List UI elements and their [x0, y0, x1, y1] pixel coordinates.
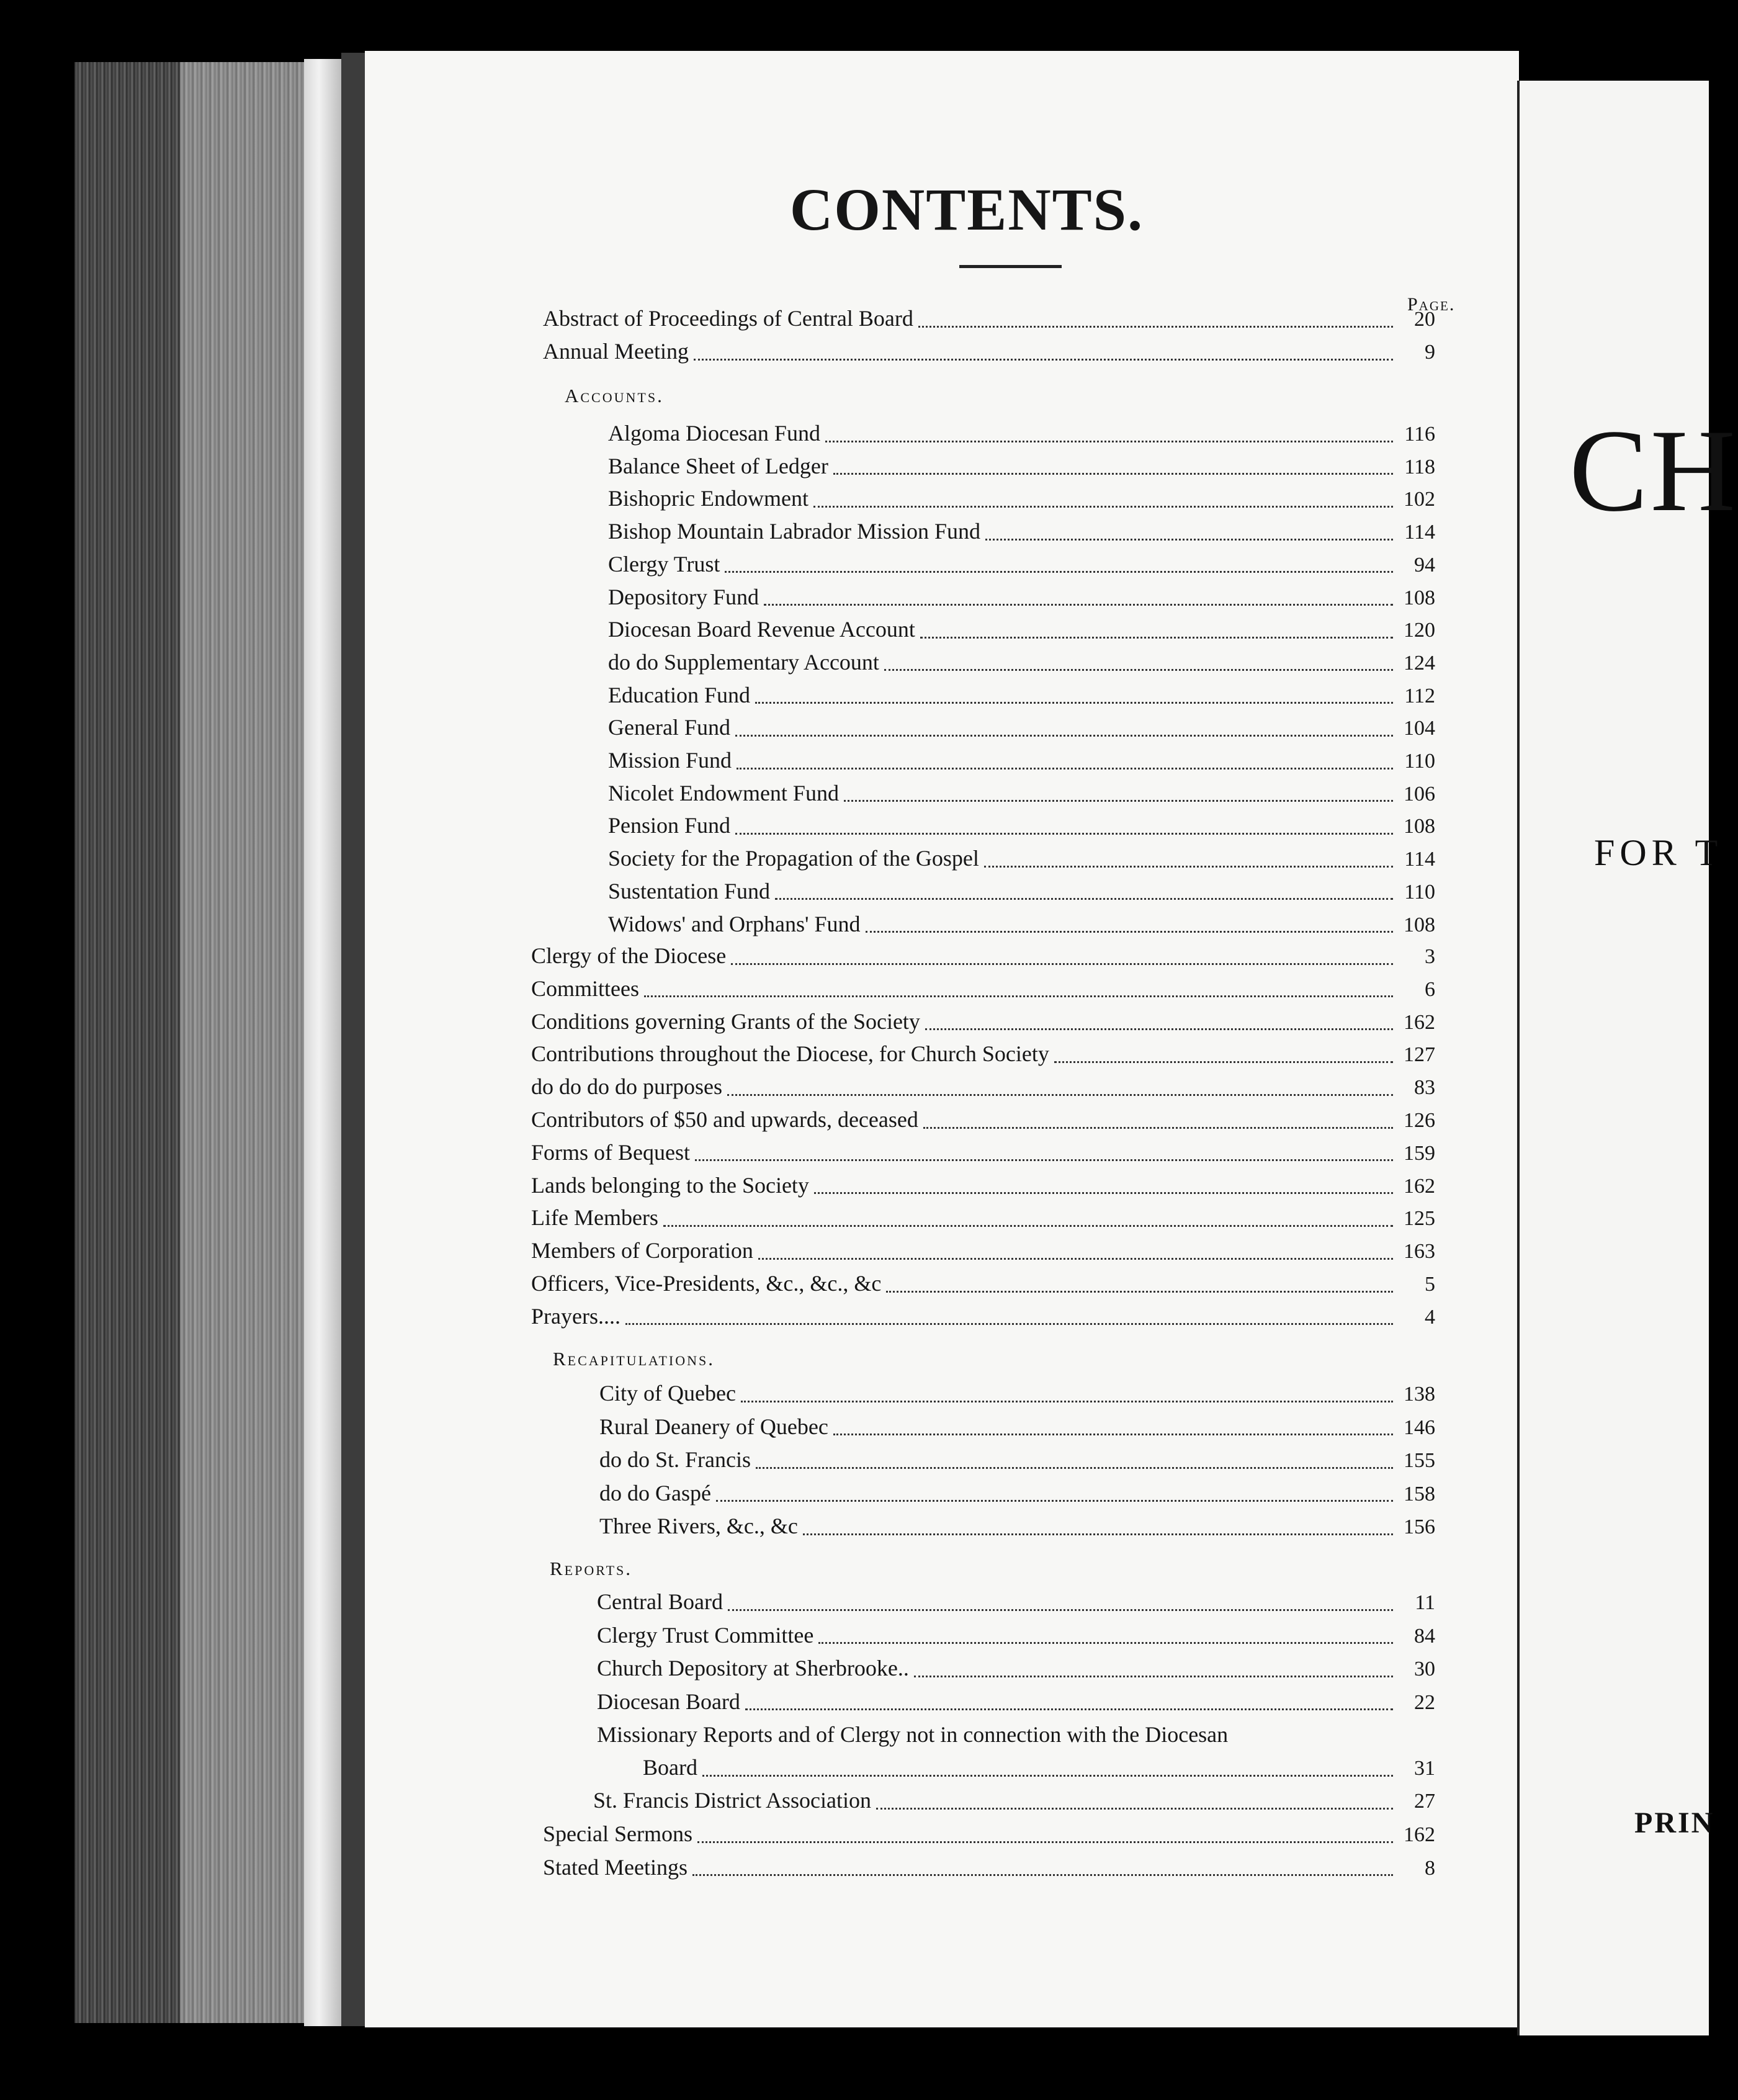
toc-entry-page: 3: [1425, 945, 1435, 968]
toc-entry-page: 162: [1404, 1174, 1435, 1198]
toc-entry: [531, 1074, 1435, 1106]
toc-entry-page: 108: [1404, 586, 1435, 609]
dot-leader: [918, 326, 1393, 328]
dot-leader: [745, 1708, 1393, 1710]
facing-page-printer-fragment: PRIN: [1634, 1806, 1715, 1839]
recapitulations-heading: Recapitulations.: [553, 1348, 715, 1370]
toc-entry: [608, 714, 1435, 747]
dot-leader: [735, 833, 1393, 835]
toc-entry-page: 162: [1404, 1010, 1435, 1034]
toc-entry-label: Church Depository at Sherbrooke..: [597, 1656, 909, 1680]
dot-leader: [737, 768, 1393, 770]
dot-leader: [920, 637, 1393, 639]
accounts-heading: Accounts.: [565, 385, 664, 406]
toc-entry-page: 94: [1414, 553, 1435, 577]
toc-entry: [593, 1787, 1435, 1820]
toc-entry-label: Three Rivers, &c., &c: [599, 1514, 798, 1538]
toc-entry-label: do do do do purposes: [531, 1074, 722, 1100]
dot-leader: [1054, 1061, 1393, 1063]
toc-entry: [599, 1414, 1435, 1446]
toc-entry-label: St. Francis District Association: [593, 1788, 871, 1813]
toc-entry-label: Conditions governing Grants of the Society: [531, 1008, 920, 1034]
toc-entry-page: 102: [1404, 488, 1435, 511]
toc-entry: [643, 1754, 1435, 1787]
toc-entry-label: do do Gaspé: [599, 1480, 711, 1505]
toc-entry-label: Annual Meeting: [543, 339, 689, 364]
toc-entry-page: 110: [1404, 880, 1435, 904]
toc-entry-label: Clergy Trust Committee: [597, 1622, 814, 1648]
dot-leader: [844, 800, 1393, 802]
dot-leader: [764, 604, 1393, 606]
toc-entry-page: 84: [1414, 1624, 1435, 1648]
toc-entry-page: 124: [1404, 651, 1435, 675]
toc-entry-page: 156: [1404, 1515, 1435, 1538]
toc-entry-page: 146: [1404, 1416, 1435, 1439]
toc-entry: [608, 845, 1435, 877]
toc-entry-page: 114: [1404, 521, 1435, 544]
toc-entry-label: Officers, Vice-Presidents, &c., &c., &c: [531, 1271, 882, 1296]
toc-entry: [531, 1172, 1435, 1205]
toc-entry-page: 110: [1404, 750, 1435, 773]
toc-entry-page: 118: [1404, 455, 1435, 478]
toc-entry-label: Contributions throughout the Diocese, for Church Society: [531, 1041, 1049, 1067]
dot-leader: [731, 963, 1393, 965]
toc-entry-label: Nicolet Endowment Fund: [608, 780, 839, 805]
toc-entry-page: 108: [1404, 913, 1435, 936]
page-title: CONTENTS.: [789, 176, 1144, 243]
toc-entry: [608, 551, 1435, 583]
toc-entry-page: 83: [1414, 1076, 1435, 1100]
toc-entry-label: Diocesan Board: [597, 1689, 740, 1714]
toc-entry-label: Stated Meetings: [543, 1854, 688, 1880]
toc-entry-label: Members of Corporation: [531, 1238, 753, 1263]
page-edge-strip: [304, 59, 341, 2026]
toc-entry-page: 138: [1404, 1383, 1435, 1406]
toc-entry-label: Balance Sheet of Ledger: [608, 453, 828, 478]
toc-entry-page: 127: [1404, 1043, 1435, 1067]
toc-entry-label: Bishop Mountain Labrador Mission Fund: [608, 519, 980, 544]
dot-leader: [716, 1500, 1393, 1502]
dot-leader: [984, 866, 1393, 868]
toc-entry: [608, 682, 1435, 714]
toc-entry: [543, 305, 1435, 338]
toc-entry-label: Mission Fund: [608, 748, 732, 773]
dot-leader: [758, 1258, 1393, 1260]
dot-leader: [876, 1808, 1393, 1810]
toc-entry: [543, 1821, 1435, 1853]
toc-entry: [608, 485, 1435, 518]
toc-entry-label: Missionary Reports and of Clergy not in connection with the Diocesan: [597, 1722, 1229, 1747]
dot-leader: [755, 702, 1393, 704]
toc-entry-label: Life Members: [531, 1205, 658, 1231]
toc-entry-page: 155: [1404, 1449, 1435, 1472]
toc-entry: [597, 1655, 1435, 1687]
toc-entry-label: Contributors of $50 and upwards, deceased: [531, 1107, 918, 1132]
toc-entry-label: Diocesan Board Revenue Account: [608, 617, 915, 642]
toc-entry: [531, 976, 1435, 1008]
toc-entry-page: 158: [1404, 1482, 1435, 1505]
toc-entry-label: do do St. Francis: [599, 1447, 751, 1472]
toc-entry: [608, 812, 1435, 845]
dot-leader: [884, 669, 1393, 671]
dot-leader: [702, 1775, 1393, 1777]
toc-entry-page: 20: [1414, 308, 1435, 331]
toc-entry: [543, 1854, 1435, 1887]
toc-entry-label: Education Fund: [608, 682, 750, 707]
toc-entry: [608, 420, 1435, 452]
dot-leader: [814, 1192, 1393, 1194]
dot-leader: [694, 359, 1393, 361]
toc-entry-label: Widows' and Orphans' Fund: [608, 911, 861, 936]
page-column-header: Page.: [1407, 294, 1456, 315]
toc-entry-page: 104: [1404, 717, 1435, 740]
dot-leader: [727, 1094, 1393, 1096]
toc-entry-page: 159: [1404, 1141, 1435, 1165]
toc-entry-page: 126: [1404, 1109, 1435, 1132]
toc-entry-page: 11: [1415, 1591, 1435, 1614]
dot-leader: [644, 995, 1393, 997]
toc-entry-label: Committees: [531, 976, 639, 1001]
toc-entry: [531, 1008, 1435, 1041]
toc-entry: [531, 1270, 1435, 1303]
dot-leader: [833, 1434, 1393, 1435]
toc-entry-label: Forms of Bequest: [531, 1139, 690, 1165]
dot-leader: [663, 1225, 1393, 1227]
dot-leader: [833, 473, 1393, 475]
dot-leader: [985, 539, 1393, 541]
toc-entry: [597, 1622, 1435, 1654]
toc-entry-page: 125: [1404, 1207, 1435, 1231]
toc-entry: [531, 943, 1435, 975]
toc-entry: [608, 453, 1435, 485]
toc-entry: [608, 649, 1435, 681]
toc-entry-page: 31: [1414, 1757, 1435, 1780]
toc-entry-label: Board: [643, 1755, 697, 1780]
toc-entry-page: 162: [1404, 1823, 1435, 1846]
toc-entry-label: Abstract of Proceedings of Central Board: [543, 306, 913, 331]
toc-entry-page: 6: [1425, 977, 1435, 1001]
title-rule: [959, 265, 1062, 268]
toc-entry-label: General Fund: [608, 715, 730, 740]
toc-entry: [597, 1689, 1435, 1721]
dot-leader: [692, 1874, 1393, 1876]
dot-leader: [825, 441, 1393, 442]
toc-entry: [543, 338, 1435, 370]
toc-entry-label: Depository Fund: [608, 584, 759, 609]
toc-entry: [531, 1041, 1435, 1073]
toc-entry: [608, 518, 1435, 550]
toc-entry: [608, 780, 1435, 812]
toc-entry-label: Sustentation Fund: [608, 878, 771, 904]
toc-entry-page: 27: [1414, 1790, 1435, 1813]
facing-page-title-fragment: CH: [1569, 406, 1738, 536]
toc-entry-page: 112: [1404, 684, 1435, 707]
book-page-edges: [74, 62, 341, 2023]
dot-leader: [728, 1609, 1393, 1611]
toc-entry: [599, 1447, 1435, 1479]
facing-page-subtitle-fragment: FOR T: [1594, 832, 1723, 873]
dot-leader: [741, 1401, 1393, 1402]
dot-leader: [803, 1533, 1393, 1535]
toc-entry-page: 9: [1425, 341, 1435, 364]
toc-entry: [531, 1237, 1435, 1270]
binding-shadow: [341, 53, 365, 2026]
toc-entry-label: Central Board: [597, 1589, 723, 1614]
toc-entry-label: Society for the Propagation of the Gospel: [608, 846, 979, 871]
dot-leader: [818, 1642, 1393, 1644]
dot-leader: [813, 506, 1393, 508]
toc-entry-page: 116: [1404, 423, 1435, 446]
toc-entry: [597, 1589, 1435, 1621]
toc-entry-label: Bishopric Endowment: [608, 486, 809, 511]
toc-entry-label: Algoma Diocesan Fund: [608, 421, 820, 446]
toc-entry: [599, 1513, 1435, 1545]
toc-entry-page: 106: [1404, 782, 1435, 805]
toc-entry-page: 108: [1404, 815, 1435, 838]
dot-leader: [886, 1291, 1393, 1293]
toc-entry-label: Prayers....: [531, 1303, 620, 1329]
toc-entry-page: 4: [1425, 1305, 1435, 1329]
dot-leader: [697, 1841, 1393, 1843]
toc-entry-page: 163: [1404, 1240, 1435, 1263]
toc-entry-page: 5: [1425, 1273, 1435, 1296]
toc-entry-page: 120: [1404, 619, 1435, 642]
dot-leader: [756, 1467, 1393, 1469]
toc-entry: [608, 584, 1435, 616]
toc-entry: [608, 878, 1435, 910]
toc-entry: [531, 1205, 1435, 1237]
toc-entry: [608, 747, 1435, 779]
dot-leader: [914, 1676, 1393, 1677]
toc-entry-page: 30: [1414, 1658, 1435, 1680]
toc-entry: [608, 911, 1435, 943]
toc-entry-label: Pension Fund: [608, 813, 731, 838]
toc-entry: [531, 1106, 1435, 1139]
toc-entry-page: 22: [1414, 1690, 1435, 1714]
dot-leader: [695, 1159, 1393, 1161]
toc-entry-label: Clergy Trust: [608, 551, 720, 577]
contents-page: [365, 51, 1519, 2027]
dot-leader: [925, 1028, 1393, 1030]
toc-entry-label: Special Sermons: [543, 1821, 692, 1846]
dot-leader: [923, 1127, 1393, 1129]
dot-leader: [866, 931, 1394, 933]
facing-page: [1517, 81, 1738, 2035]
dot-leader: [735, 735, 1393, 737]
dot-leader: [625, 1323, 1393, 1325]
toc-entry-page: 114: [1404, 848, 1435, 871]
toc-entry: [531, 1139, 1435, 1172]
toc-entry-label: City of Quebec: [599, 1381, 736, 1406]
toc-entry: [531, 1303, 1435, 1335]
toc-entry-label: do do Supplementary Account: [608, 649, 879, 675]
toc-entry-label: Rural Deanery of Quebec: [599, 1414, 828, 1439]
toc-entry-label: Lands belonging to the Society: [531, 1172, 809, 1198]
toc-entry: [599, 1480, 1435, 1512]
toc-entry-page: 8: [1425, 1856, 1435, 1880]
toc-entry: [608, 616, 1435, 648]
dot-leader: [775, 898, 1393, 900]
reports-heading: Reports.: [550, 1558, 633, 1579]
toc-entry: [599, 1380, 1435, 1412]
toc-entry-label: Clergy of the Diocese: [531, 943, 727, 968]
dot-leader: [725, 571, 1393, 573]
